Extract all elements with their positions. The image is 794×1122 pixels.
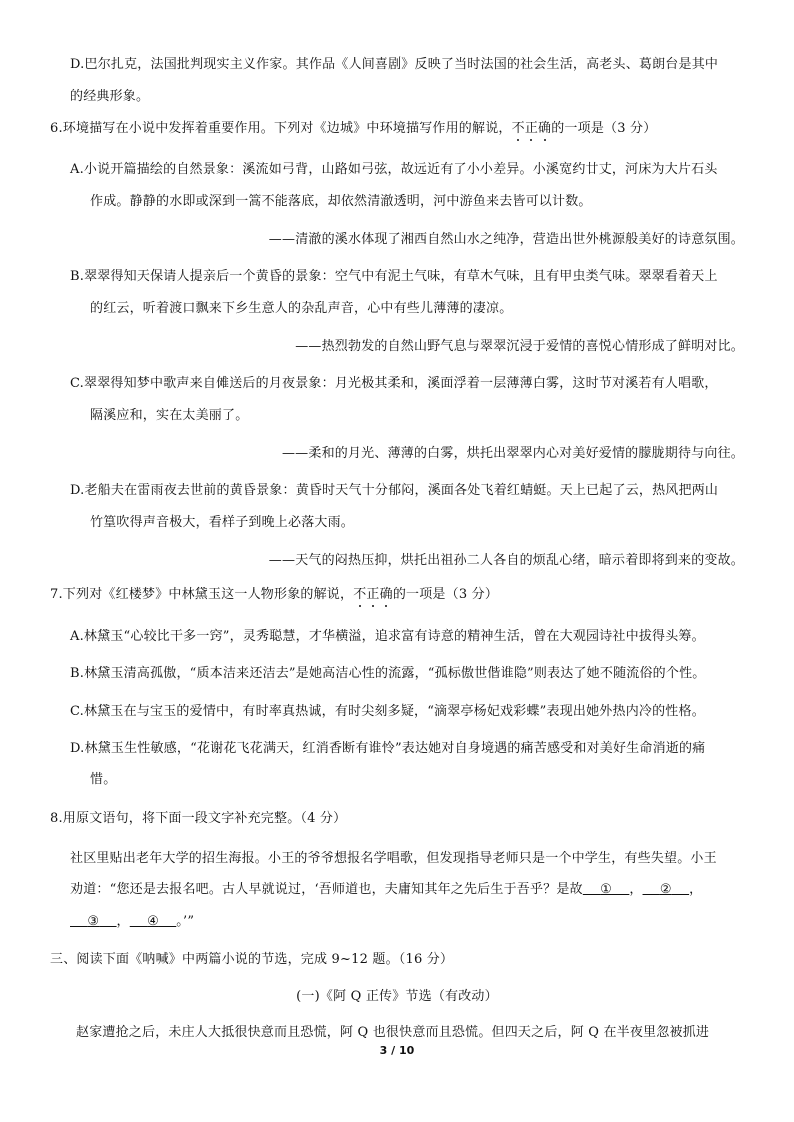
emphasis-char: 正: [524, 121, 539, 136]
q6-option-b-note: ——热烈勃发的自然山野气息与翠翠沉浸于爱情的喜悦心情形成了鲜明对比。: [295, 339, 744, 354]
q7-option-c: C.林黛玉在与宝玉的爱情中，有时率真热诚，有时尖刻多疑，“滴翠亭杨妃戏彩蝶”表现出她外热内冷的性格。: [70, 704, 705, 719]
q8-passage-end: 。’”: [176, 914, 195, 929]
q6-option-d-line1: D.老船夫在雷雨夜去世前的黄昏景象：黄昏时天气十分郁闷，溪面各处飞着红蜻蜓。天上已起了云，热风把两山: [70, 483, 719, 498]
q7-option-a: A.林黛玉“心较比干多一窍”，灵秀聪慧，才华横溢，追求富有诗意的精神生活，曾在大观园诗社中拔得头筹。: [70, 629, 705, 644]
q7-option-d-line2: 惜。: [90, 772, 117, 787]
q6-option-a-line1: A.小说开篇描绘的自然景象：溪流如弓背，山路如弓弦，故远近有了小小差异。小溪宽约廿丈，河床为大片石头: [70, 162, 718, 177]
fill-blank-1[interactable]: ①: [600, 882, 612, 897]
fill-blank-4[interactable]: ④: [147, 914, 159, 929]
q6-option-c-line1: C.翠翠得知梦中歌声来自傩送后的月夜景象：月光极其柔和，溪面浮着一层薄薄白雾，这时节对溪若有人唱歌，: [70, 376, 718, 391]
q6-option-b-line2: 的红云，听着渡口飘来下乡生意人的杂乱声音，心中有些儿薄薄的凄凉。: [90, 301, 513, 316]
emphasis-char: 确: [538, 121, 552, 136]
q8-passage-line1: 社区里贴出老年大学的招生海报。小王的爷爷想报名学唱歌，但发现指导老师只是一个中学生，有些失望。小王: [70, 851, 717, 866]
emphasis-char: 不: [511, 121, 525, 136]
emphasis-char: 不: [353, 587, 367, 602]
q6-option-d-line2: 竹篁吹得声音极大，看样子到晚上必落大雨。: [90, 515, 355, 530]
fill-blank-2[interactable]: ②: [659, 882, 672, 897]
emphasis-char: 确: [379, 587, 393, 602]
q6-stem-prefix: 6.环境描写在小说中发挥着重要作用。下列对《边城》中环境描写作用的解说，: [50, 121, 512, 136]
page-number: 3 / 10: [379, 1044, 415, 1057]
q6-option-a-line2: 作成。静静的水即或深到一篙不能落底，却依然清澈透明，河中游鱼来去皆可以计数。: [90, 194, 592, 209]
section3-heading: 三、阅读下面《呐喊》中两篇小说的节选，完成 9~12 题。（16 分）: [50, 952, 454, 967]
q8-stem: 8.用原文语句，将下面一段文字补充完整。（4 分）: [50, 811, 347, 826]
q7-option-d-line1: D.林黛玉生性敏感，“花谢花飞花满天，红消香断有谁怜”表达她对自身境遇的痛苦感受和对美好生命消逝的痛: [70, 741, 706, 756]
q5-option-d-line2: 的经典形象。: [70, 89, 150, 104]
q6-option-c-line2: 隔溪应和，实在太美丽了。: [90, 408, 249, 423]
q8-passage-text: 劝道：“您还是去报名吧。古人早就说过，‘吾师道也，夫庸知其年之先后生于吾乎？是故: [70, 882, 583, 897]
q7-stem: [50, 586, 498, 604]
q7-stem-prefix: 7.下列对《红楼梦》中林黛玉这一人物形象的解说，: [50, 587, 354, 602]
q8-passage-line2: 劝道：“您还是去报名吧。古人早就说过，‘吾师道也，夫庸知其年之先后生于吾乎？是故 ① ， ② ，: [70, 882, 703, 897]
section3-subtitle: (一)《阿 Q 正传》节选（有改动）: [296, 989, 498, 1004]
q6-option-d-note: ——天气的闷热压抑，烘托出祖孙二人各自的烦乱心绪，暗示着即将到来的变故。: [268, 553, 744, 568]
q6-option-c-note: ——柔和的月光、薄薄的白雾，烘托出翠翠内心对美好爱情的朦胧期待与向往。: [281, 446, 744, 461]
section3-paragraph1: 赵家遭抢之后，未庄人大抵很快意而且恐慌，阿 Q 也很快意而且恐慌。但四天之后，阿 Q 在半夜里忽被抓进: [76, 1025, 710, 1040]
emphasis-char: 正: [366, 587, 380, 602]
q6-stem: [50, 120, 656, 138]
q6-option-b-line1: B.翠翠得知天保请人提亲后一个黄昏的景象：空气中有泥土气味，有草木气味，且有甲虫类气味。翠翠看着天上: [70, 269, 718, 284]
q5-option-d-line1: D.巴尔扎克，法国批判现实主义作家。其作品《人间喜剧》反映了当时法国的社会生活，高老头、葛朗台是其中: [70, 57, 719, 72]
q6-stem-suffix: 的一项是（3 分）: [551, 121, 657, 136]
q7-stem-suffix: 的一项是（3 分）: [392, 587, 499, 602]
q7-option-b: B.林黛玉清高孤傲，“质本洁来还洁去”是她高洁心性的流露，“孤标傲世偕谁隐”则表达了她不随流俗的个性。: [70, 666, 706, 681]
q8-passage-line3: ③ ， ④ 。’”: [70, 913, 194, 931]
q6-option-a-note: ——清澈的溪水体现了湘西自然山水之纯净，营造出世外桃源般美好的诗意氛围。: [268, 232, 744, 247]
fill-blank-3[interactable]: ③: [87, 914, 100, 929]
